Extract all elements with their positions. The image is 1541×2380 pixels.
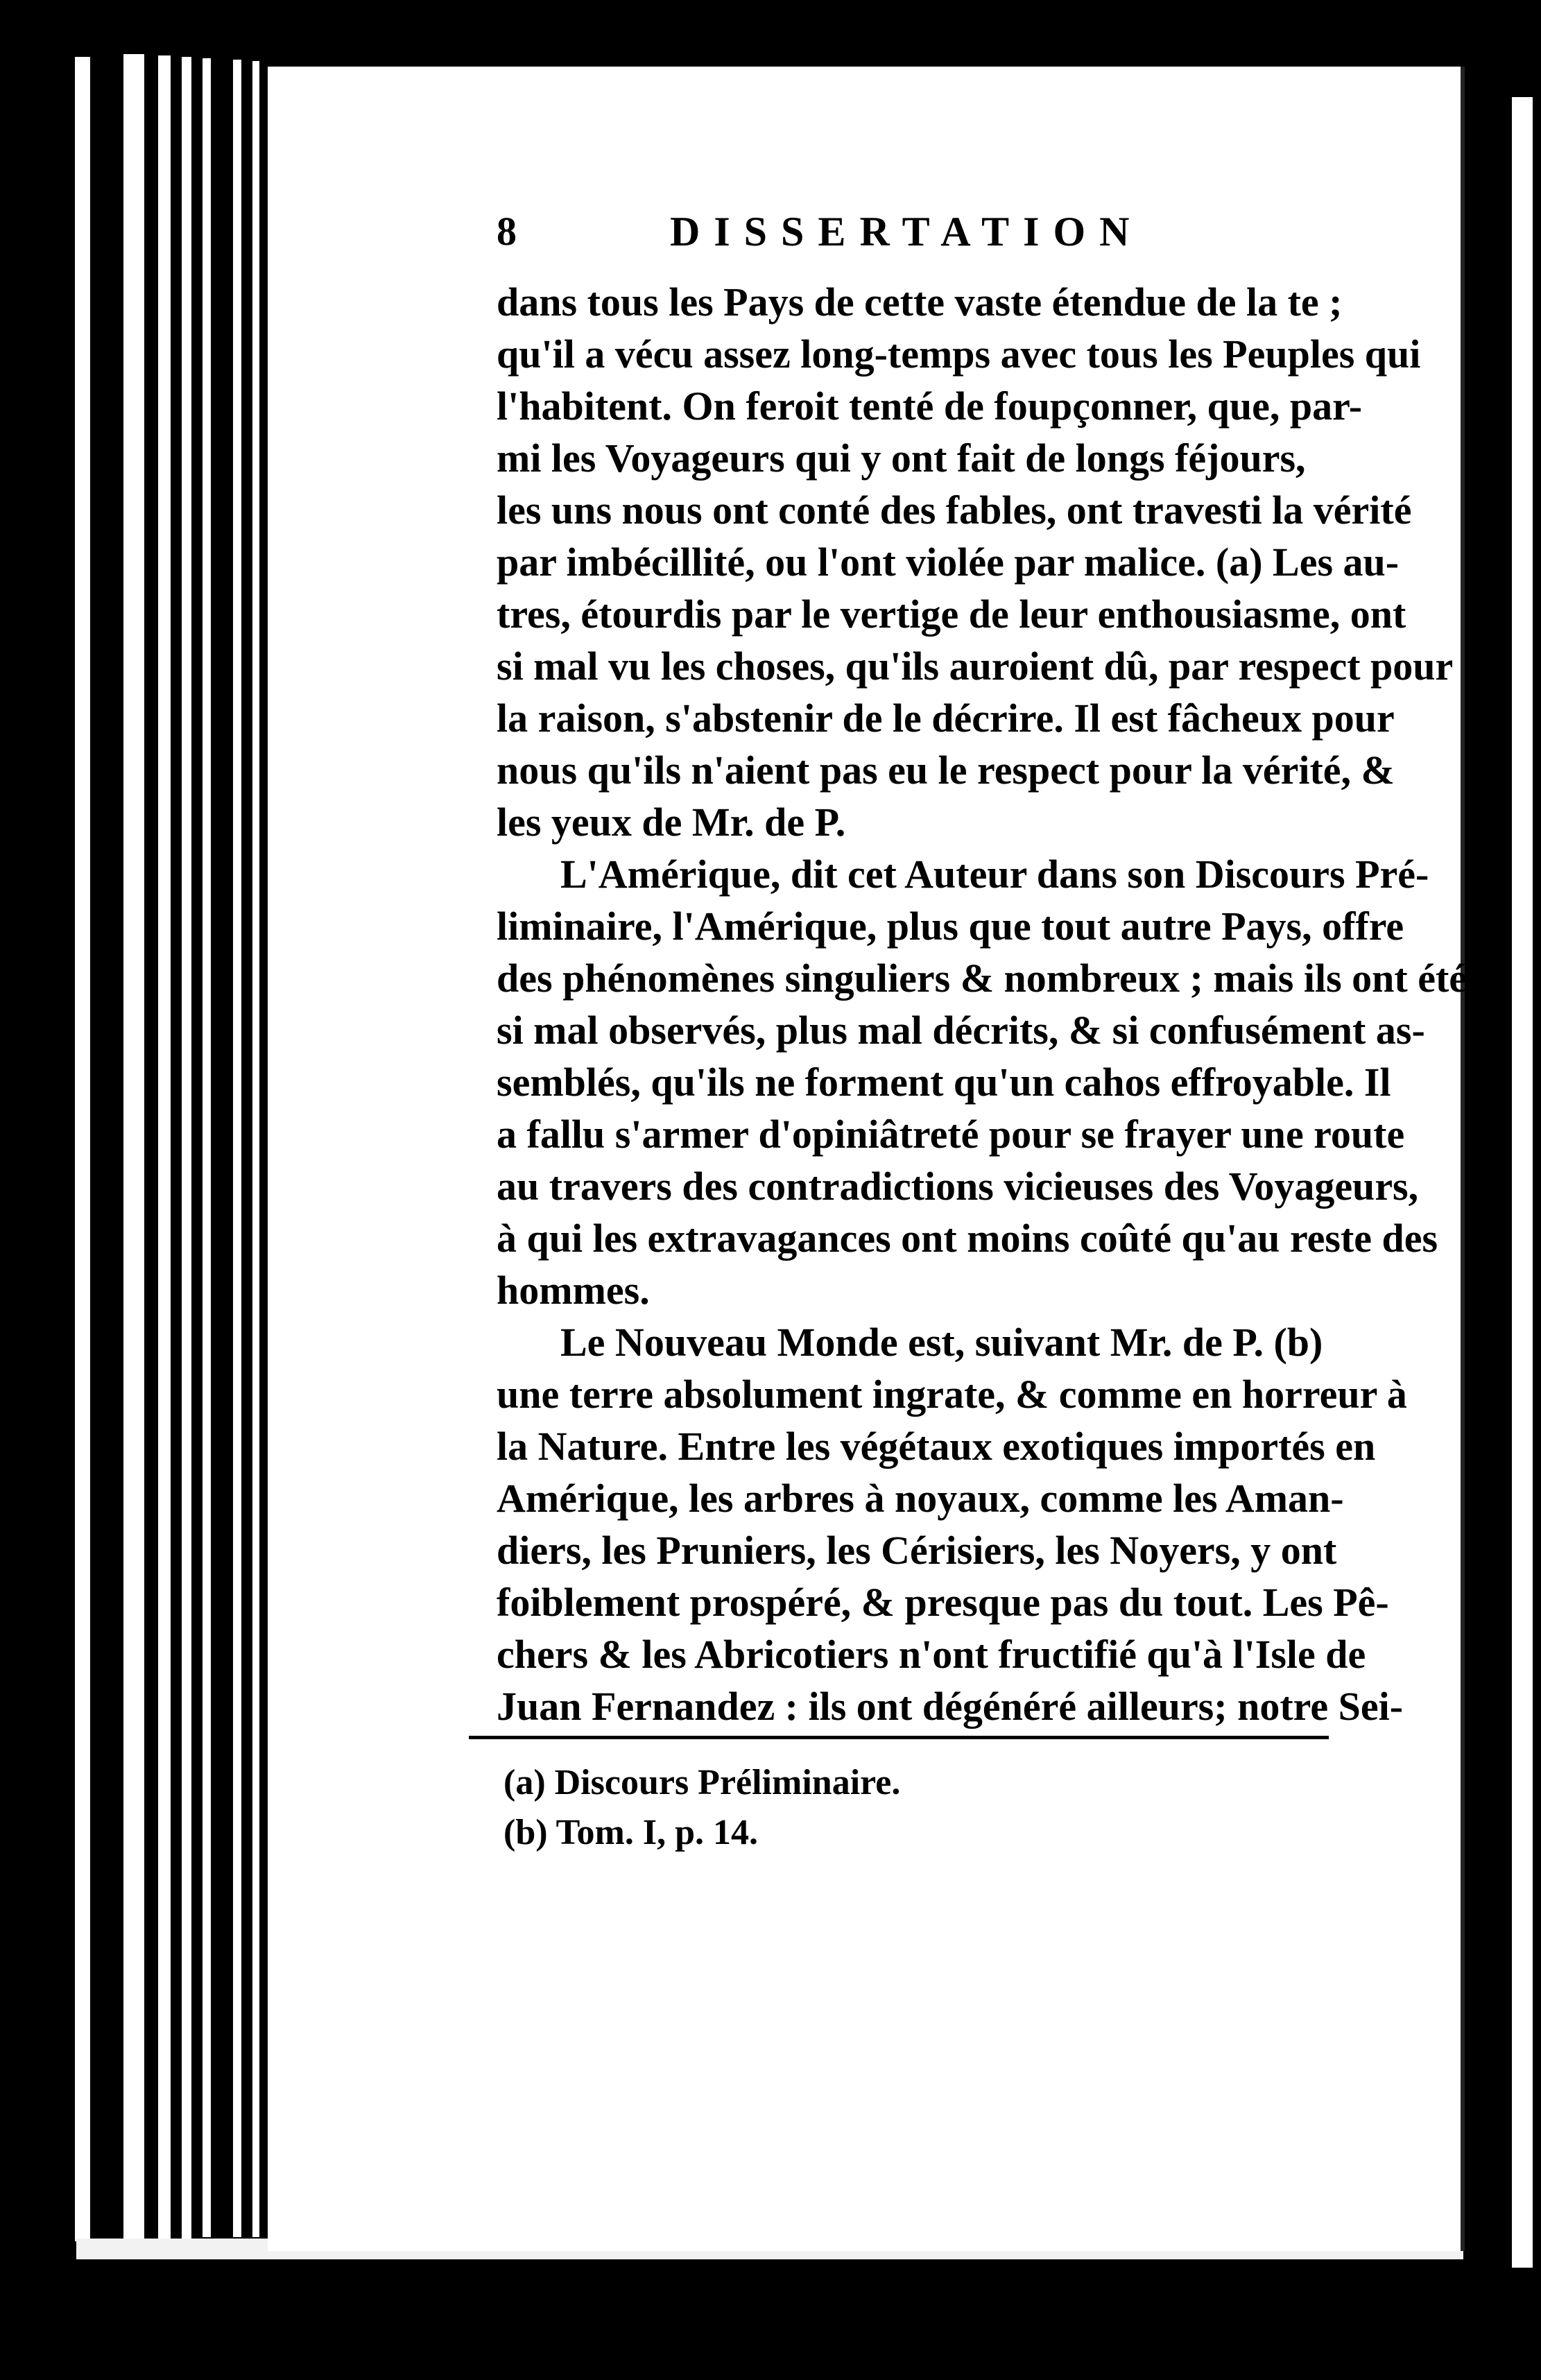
text-line: par imbécillité, ou l'ont violée par malice. (a) Les au- [497, 540, 1400, 585]
paragraph-start-line: L'Amérique, dit cet Auteur dans son Discours Pré- [560, 852, 1429, 897]
text-line: a fallu s'armer d'opiniâtreté pour se frayer une route [497, 1112, 1405, 1157]
text-line: diers, les Pruniers, les Cérisiers, les Noyers, y ont [497, 1528, 1337, 1573]
text-line: foiblement prospéré, & presque pas du tout. Les Pê- [497, 1580, 1389, 1625]
text-line: des phénomènes singuliers & nombreux ; mais ils ont été [497, 956, 1467, 1001]
page-edge [203, 58, 211, 2237]
text-line: Amérique, les arbres à noyaux, comme les Aman- [497, 1476, 1344, 1521]
text-line: la Nature. Entre les végétaux exotiques importés en [497, 1424, 1376, 1469]
text-line: semblés, qu'ils ne forment qu'un cahos effroyable. Il [497, 1060, 1391, 1105]
page-edge [182, 57, 191, 2239]
text-line: si mal vu les choses, qu'ils auroient dû, par respect pour [497, 644, 1454, 689]
text-line: tres, étourdis par le vertige de leur enthousiasme, ont [497, 592, 1406, 637]
text-line: nous qu'ils n'aient pas eu le respect pour la vérité, & [497, 748, 1395, 793]
text-line: les yeux de Mr. de P. [497, 800, 846, 845]
text-line: qu'il a vécu assez long-temps avec tous les Peuples qui [497, 331, 1421, 377]
text-line: dans tous les Pays de cette vaste étendue de la te ; [497, 279, 1343, 325]
page-header [497, 208, 1197, 270]
paragraph-start-line: Le Nouveau Monde est, suivant Mr. de P. (b) [560, 1320, 1323, 1365]
right-page-edge [1512, 97, 1533, 2268]
footnote: (b) Tom. I, p. 14. [503, 1813, 758, 1852]
text-line: au travers des contradictions vicieuses des Voyageurs, [497, 1164, 1419, 1209]
running-title: DISSERTATION [670, 209, 1144, 255]
text-line: mi les Voyageurs qui y ont fait de longs féjours, [497, 436, 1306, 481]
footnote: (a) Discours Préliminaire. [503, 1763, 901, 1802]
page-edge [158, 55, 171, 2239]
page-edge [233, 60, 241, 2237]
text-line: Juan Fernandez : ils ont dégénéré ailleurs; notre Sei- [497, 1684, 1404, 1729]
footnotes [503, 1758, 900, 1858]
text-line: hommes. [497, 1268, 650, 1313]
page-edge [75, 57, 90, 2241]
text-line: chers & les Abricotiers n'ont fructifié qu'à l'Isle de [497, 1632, 1366, 1677]
page-edge [123, 54, 144, 2240]
footnote-rule [469, 1736, 1329, 1739]
text-line: liminaire, l'Amérique, plus que tout autre Pays, offre [497, 904, 1404, 949]
text-line: l'habitent. On feroit tenté de foupçonner, que, par- [497, 383, 1363, 429]
text-line: les uns nous ont conté des fables, ont travesti la vérité [497, 488, 1412, 533]
text-line: si mal observés, plus mal décrits, & si confusément as- [497, 1008, 1425, 1053]
text-line: à qui les extravagances ont moins coûté qu'au reste des [497, 1216, 1438, 1261]
body-text [497, 276, 1467, 1732]
text-line: la raison, s'abstenir de le décrire. Il est fâcheux pour [497, 696, 1395, 741]
page-edge [252, 61, 259, 2237]
text-line: une terre absolument ingrate, & comme en horreur à [497, 1372, 1407, 1417]
page-number: 8 [497, 209, 517, 254]
